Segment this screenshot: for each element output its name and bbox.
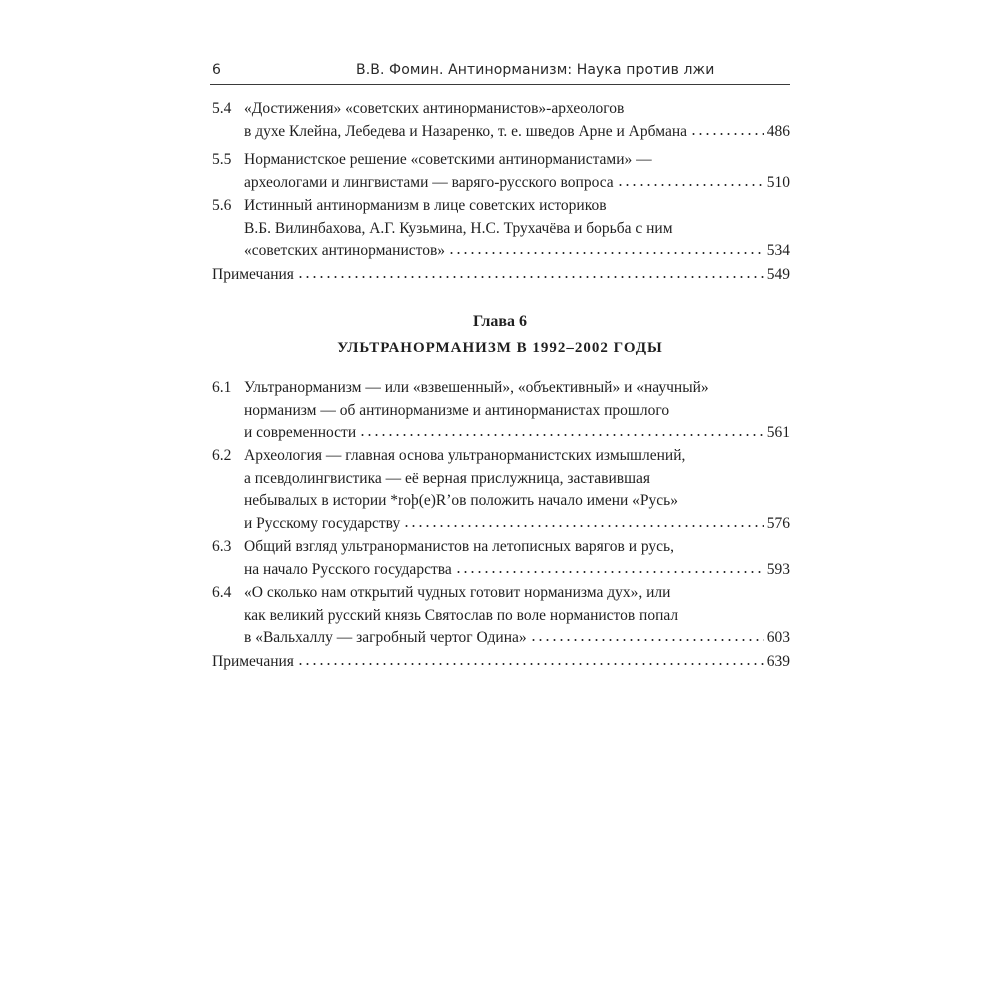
entry-page: 534 (766, 242, 790, 259)
dot-leader (297, 275, 764, 279)
entry-line: Истинный антинорманизм в лице советских историков (244, 197, 607, 214)
notes-label: Примечания (212, 266, 294, 283)
entry-page: 549 (766, 266, 790, 283)
entry-line: Ультранорманизм — или «взвешенный», «объективный» и «научный» (244, 379, 709, 396)
entry-line: В.Б. Вилинбахова, А.Г. Кузьмина, Н.С. Трухачёва и борьба с ним (244, 219, 673, 237)
entry-number: 5.6 (212, 197, 232, 214)
dot-leader (617, 183, 764, 187)
entry-page: 639 (766, 653, 790, 670)
entry-line: как великий русский князь Святослав по воле норманистов попал (244, 606, 679, 624)
entry-line: «советских антинорманистов» (244, 242, 446, 259)
entry-line: и современности (244, 424, 357, 441)
entry-line: археологами и лингвистами — варяго-русского вопроса (244, 173, 614, 191)
entry-line: «О сколько нам открытий чудных готовит норманизма дух», или (244, 584, 671, 601)
entry-line: в «Вальхаллу — загробный чертог Одина» (244, 629, 527, 646)
dot-leader (448, 251, 764, 255)
entry-line: Археология — главная основа ультранорманистских измышлений, (244, 447, 686, 464)
dot-leader (359, 433, 764, 437)
entry-line: на начало Русского государства (244, 560, 452, 578)
running-header (210, 62, 790, 82)
entry-page: 486 (766, 122, 790, 140)
running-title: В.В. Фомин. Антинорманизм: Наука против лжи (356, 62, 715, 78)
entry-line: и Русскому государству (244, 514, 401, 532)
entry-page: 576 (766, 514, 790, 532)
entry-line: норманизм — об антинорманизме и антинорманистах прошлого (244, 401, 670, 419)
entry-number: 5.5 (212, 151, 232, 168)
header-rule (210, 84, 790, 85)
entry-page: 561 (766, 424, 790, 441)
entry-number: 6.1 (212, 379, 232, 396)
dot-leader (455, 570, 764, 574)
dot-leader (403, 524, 764, 528)
dot-leader (297, 662, 764, 666)
entry-line: Общий взгляд ультранорманистов на летописных варягов и русь, (244, 538, 674, 555)
entry-line: в духе Клейна, Лебедева и Назаренко, т. е. шведов Арне и Арбмана (244, 122, 688, 140)
page-number: 6 (212, 62, 221, 78)
entry-line: а псевдолингвистика — её верная прислужница, заставившая (244, 469, 651, 487)
entry-line: небывалых в истории *roþ(e)R’ов положить начало имени «Русь» (244, 492, 678, 509)
entry-line: Норманистское решение «советскими антинорманистами» — (244, 151, 652, 168)
entry-page: 603 (766, 629, 790, 646)
entry-number: 6.4 (212, 584, 232, 601)
entry-line: «Достижения» «советских антинорманистов»-археологов (244, 100, 625, 117)
entry-page: 510 (766, 173, 790, 191)
entry-number: 6.2 (212, 447, 232, 464)
chapter-label: Глава 6 (473, 313, 527, 330)
dot-leader (530, 638, 764, 642)
chapter-title: УЛЬТРАНОРМАНИЗМ В 1992–2002 ГОДЫ (337, 340, 663, 356)
entry-number: 5.4 (212, 100, 232, 117)
entry-page: 593 (766, 560, 790, 578)
dot-leader (690, 132, 764, 136)
notes-label: Примечания (212, 653, 294, 670)
entry-number: 6.3 (212, 538, 232, 555)
